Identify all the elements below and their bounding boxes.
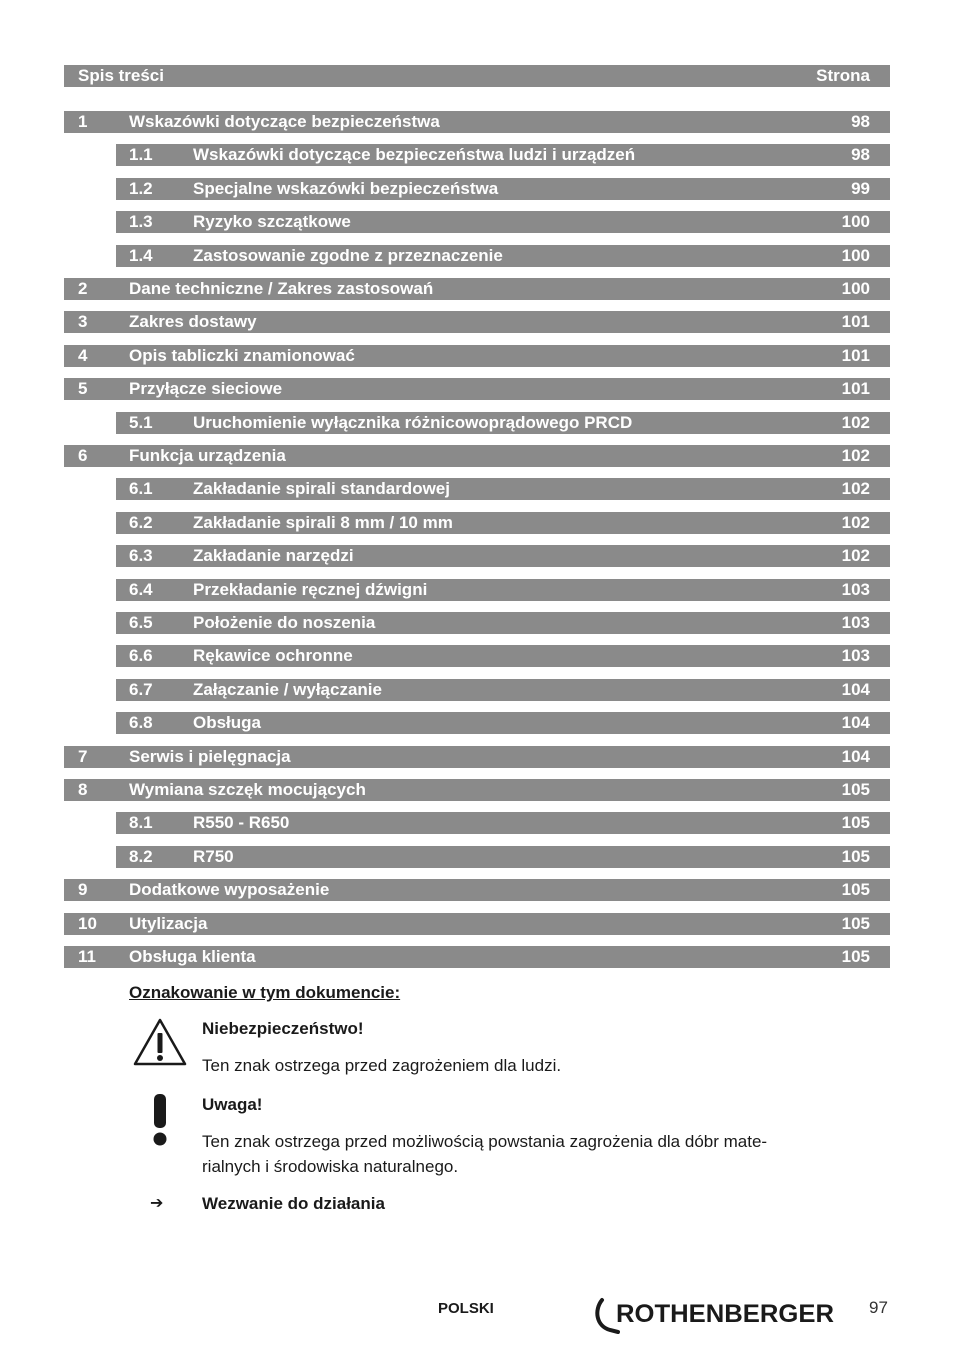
toc-row-number: 8 [78, 780, 88, 799]
toc-row[interactable] [64, 311, 890, 333]
toc-row-page: 100 [841, 212, 870, 231]
toc-header-bar [64, 65, 890, 87]
toc-row-number: 1 [78, 112, 88, 131]
toc-row-page: 103 [841, 646, 870, 665]
toc-row[interactable] [116, 412, 890, 434]
toc-row-number: 4 [78, 346, 88, 365]
warning-triangle-icon [132, 1017, 188, 1067]
toc-row-number: 1.4 [129, 246, 153, 265]
toc-row-page: 105 [841, 880, 870, 899]
toc-row-number: 1.3 [129, 212, 153, 231]
toc-header-title: Spis treści [78, 66, 164, 85]
legend-heading: Oznakowanie w tym dokumencie: [129, 983, 401, 1002]
toc-row[interactable] [64, 345, 890, 367]
toc-row[interactable] [116, 512, 890, 534]
toc-row[interactable] [64, 111, 890, 133]
toc-row-page: 98 [851, 145, 870, 164]
toc-row[interactable] [64, 445, 890, 467]
toc-row-page: 104 [841, 713, 870, 732]
toc-row-number: 6.5 [129, 613, 153, 632]
toc-row-number: 11 [78, 947, 96, 966]
toc-row-title: Uruchomienie wyłącznika różnicowoprądowego PRCD [193, 413, 633, 432]
toc-row[interactable] [64, 779, 890, 801]
toc-row-page: 105 [841, 847, 870, 866]
toc-row-title: R750 [193, 847, 234, 866]
toc-row[interactable] [116, 144, 890, 166]
toc-row[interactable] [116, 178, 890, 200]
toc-row-page: 98 [851, 112, 870, 131]
toc-row[interactable] [116, 846, 890, 868]
footer-language: POLSKI [438, 1300, 494, 1317]
toc-row-page: 100 [841, 246, 870, 265]
toc-row-number: 8.2 [129, 847, 153, 866]
toc-row-number: 9 [78, 880, 88, 899]
toc-row-page: 102 [841, 513, 870, 532]
toc-row-page: 105 [841, 780, 870, 799]
toc-row-page: 105 [841, 813, 870, 832]
danger-title: Niebezpieczeństwo! [202, 1019, 364, 1038]
toc-row-page: 102 [841, 546, 870, 565]
toc-row-title: Obsługa klienta [129, 947, 256, 966]
toc-row-page: 103 [841, 613, 870, 632]
toc-row-number: 6.6 [129, 646, 153, 665]
toc-row-number: 6.1 [129, 479, 153, 498]
caution-title: Uwaga! [202, 1095, 263, 1114]
toc-row[interactable] [116, 211, 890, 233]
toc-row-page: 102 [841, 479, 870, 498]
toc-row-page: 102 [841, 413, 870, 432]
toc-row-page: 104 [841, 747, 870, 766]
toc-header-page-label: Strona [816, 66, 870, 85]
toc-row[interactable] [64, 746, 890, 768]
caution-text-line1: Ten znak ostrzega przed możliwością powstania zagrożenia dla dóbr mate- [202, 1132, 768, 1151]
toc-row-page: 101 [841, 346, 870, 365]
toc-row-number: 5 [78, 379, 88, 398]
toc-row[interactable] [116, 812, 890, 834]
danger-text: Ten znak ostrzega przed zagrożeniem dla ludzi. [202, 1056, 562, 1075]
toc-row[interactable] [116, 645, 890, 667]
toc-row-number: 6.4 [129, 580, 153, 599]
toc-row[interactable] [64, 278, 890, 300]
toc-row-title: Specjalne wskazówki bezpieczeństwa [193, 179, 499, 198]
toc-row[interactable] [116, 579, 890, 601]
caution-text-line2: rialnych i środowiska naturalnego. [202, 1157, 459, 1176]
toc-row-title: Utylizacja [129, 914, 208, 933]
toc-row-number: 3 [78, 312, 88, 331]
page-number: 97 [869, 1298, 888, 1317]
toc-row-page: 101 [841, 312, 870, 331]
toc-row-title: Przekładanie ręcznej dźwigni [193, 580, 428, 599]
footer-brand: ROTHENBERGER [616, 1300, 834, 1328]
toc-row-title: Ryzyko szczątkowe [193, 212, 351, 231]
toc-row-number: 2 [78, 279, 88, 298]
toc-row-title: Wskazówki dotyczące bezpieczeństwa ludzi i urządzeń [193, 145, 636, 164]
toc-row-number: 10 [78, 914, 97, 933]
toc-row-number: 6.8 [129, 713, 153, 732]
rothenberger-logo [594, 1296, 839, 1336]
toc-row[interactable] [64, 378, 890, 400]
toc-row-number: 8.1 [129, 813, 153, 832]
toc-row[interactable] [116, 679, 890, 701]
action-title: Wezwanie do działania [202, 1194, 385, 1213]
toc-row-title: Dane techniczne / Zakres zastosowań [129, 279, 434, 298]
toc-row-number: 1.2 [129, 179, 153, 198]
toc-row-title: Zakładanie narzędzi [193, 546, 354, 565]
toc-row-title: R550 - R650 [193, 813, 290, 832]
toc-row-page: 105 [841, 947, 870, 966]
toc-row-title: Zastosowanie zgodne z przeznaczenie [193, 246, 503, 265]
toc-row-title: Wymiana szczęk mocujących [129, 780, 366, 799]
toc-row[interactable] [116, 478, 890, 500]
toc-row-page: 105 [841, 914, 870, 933]
toc-row-title: Zakres dostawy [129, 312, 257, 331]
toc-row-title: Dodatkowe wyposażenie [129, 880, 330, 899]
toc-row-title: Obsługa [193, 713, 262, 732]
toc-row-title: Zakładanie spirali standardowej [193, 479, 450, 498]
toc-row-number: 6.7 [129, 680, 153, 699]
toc-row-title: Serwis i pielęgnacja [129, 747, 291, 766]
toc-row[interactable] [64, 879, 890, 901]
toc-row-number: 6.2 [129, 513, 153, 532]
toc-row[interactable] [116, 245, 890, 267]
toc-row-title: Przyłącze sieciowe [129, 379, 283, 398]
toc-row-title: Opis tabliczki znamionować [129, 346, 355, 365]
toc-row-number: 6 [78, 446, 88, 465]
toc-row-page: 103 [841, 580, 870, 599]
toc-row-page: 101 [841, 379, 870, 398]
toc-row-title: Funkcja urządzenia [129, 446, 286, 465]
toc-row-page: 99 [851, 179, 870, 198]
arrow-right-icon: ➔ [150, 1195, 164, 1212]
toc-row[interactable] [64, 913, 890, 935]
toc-row-page: 102 [841, 446, 870, 465]
toc-row-number: 5.1 [129, 413, 153, 432]
toc-row-number: 7 [78, 747, 88, 766]
toc-row-title: Rękawice ochronne [193, 646, 353, 665]
toc-row-title: Zakładanie spirali 8 mm / 10 mm [193, 513, 453, 532]
toc-row-title: Załączanie / wyłączanie [193, 680, 382, 699]
toc-row[interactable] [116, 545, 890, 567]
toc-row-page: 104 [841, 680, 870, 699]
toc-row-number: 1.1 [129, 145, 153, 164]
toc-row-number: 6.3 [129, 546, 153, 565]
toc-row[interactable] [64, 946, 890, 968]
toc-row[interactable] [116, 712, 890, 734]
toc-row-page: 100 [841, 279, 870, 298]
exclamation-icon [150, 1094, 170, 1148]
toc-row-title: Położenie do noszenia [193, 613, 376, 632]
toc-row-title: Wskazówki dotyczące bezpieczeństwa [129, 112, 440, 131]
toc-row[interactable] [116, 612, 890, 634]
